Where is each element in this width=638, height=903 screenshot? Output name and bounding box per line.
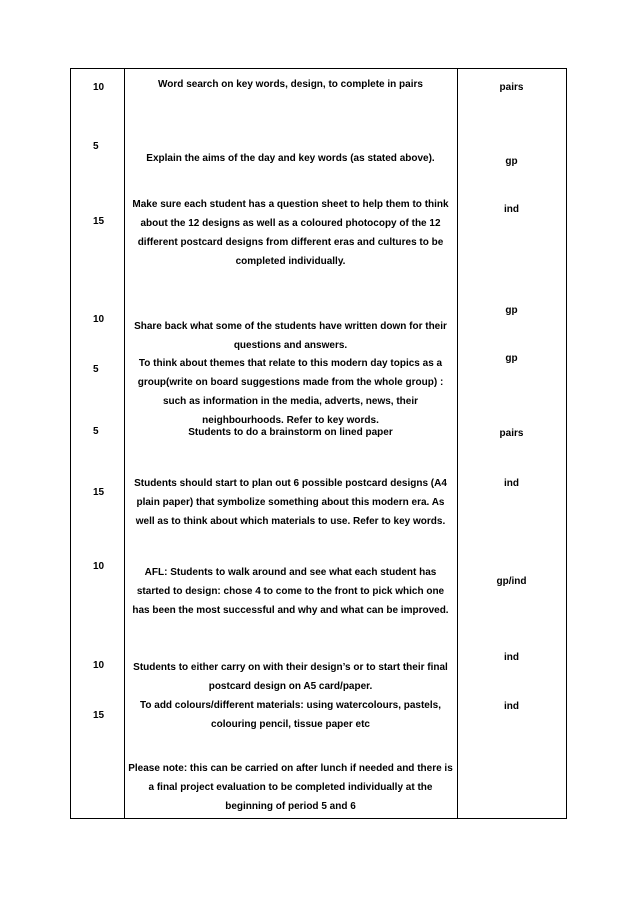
time-cell: 15 bbox=[93, 216, 105, 227]
time-cell: 10 bbox=[93, 561, 105, 572]
activity-cell: Students to either carry on with their design’s or to start their final postcard design on A5 card/paper. bbox=[133, 662, 448, 692]
time-cell: 5 bbox=[93, 141, 99, 152]
grouping-cell: gp/ind bbox=[496, 576, 527, 587]
time-cell: 10 bbox=[93, 314, 105, 325]
time-cell: 10 bbox=[93, 660, 105, 671]
grouping-cell: ind bbox=[504, 652, 519, 663]
grouping-cell: gp bbox=[505, 353, 518, 364]
grouping-cell: ind bbox=[504, 478, 519, 489]
activity-cell: Students to do a brainstorm on lined paper bbox=[188, 427, 393, 438]
activity-cell: To add colours/different materials: using watercolours, pastels, colouring pencil, tissue paper etc bbox=[140, 700, 441, 730]
lesson-plan-table bbox=[70, 68, 567, 819]
grouping-cell: gp bbox=[505, 305, 518, 316]
activity-cell: Make sure each student has a question sheet to help them to think about the 12 designs as well as a coloured photocopy of the 12 different postcard designs from different eras and cultures to be completed individually. bbox=[132, 199, 449, 267]
activity-column bbox=[124, 69, 457, 818]
grouping-cell: ind bbox=[504, 701, 519, 712]
activity-cell: Explain the aims of the day and key words (as stated above). bbox=[146, 153, 435, 164]
grouping-cell: pairs bbox=[499, 82, 524, 93]
time-cell: 10 bbox=[93, 82, 105, 93]
activity-cell: AFL: Students to walk around and see what each student has started to design: chose 4 to come to the front to pick which one has been the most successful and why and what can be improved. bbox=[132, 567, 449, 616]
activity-cell: Word search on key words, design, to complete in pairs bbox=[158, 79, 423, 90]
activity-note: Please note: this can be carried on after lunch if needed and there is a final project evaluation to be completed individually at the beginning of period 5 and 6 bbox=[128, 763, 453, 812]
grouping-cell: gp bbox=[505, 156, 518, 167]
time-cell: 15 bbox=[93, 487, 105, 498]
time-cell: 5 bbox=[93, 426, 99, 437]
time-cell: 5 bbox=[93, 364, 99, 375]
activity-cell: Share back what some of the students have written down for their questions and answers. bbox=[134, 321, 447, 351]
time-cell: 15 bbox=[93, 710, 105, 721]
grouping-column bbox=[457, 69, 566, 818]
activity-cell: Students should start to plan out 6 possible postcard designs (A4 plain paper) that symbolize something about this modern era. As well as to think about which materials to use. Refer to key words. bbox=[134, 478, 447, 527]
grouping-cell: ind bbox=[504, 204, 519, 215]
activity-cell: To think about themes that relate to this modern day topics as a group(write on board suggestions made from the whole group) : such as information in the media, adverts, news, their neighbourhoods. Refer to key words. bbox=[137, 358, 444, 426]
time-column bbox=[71, 69, 124, 818]
grouping-cell: pairs bbox=[499, 428, 524, 439]
